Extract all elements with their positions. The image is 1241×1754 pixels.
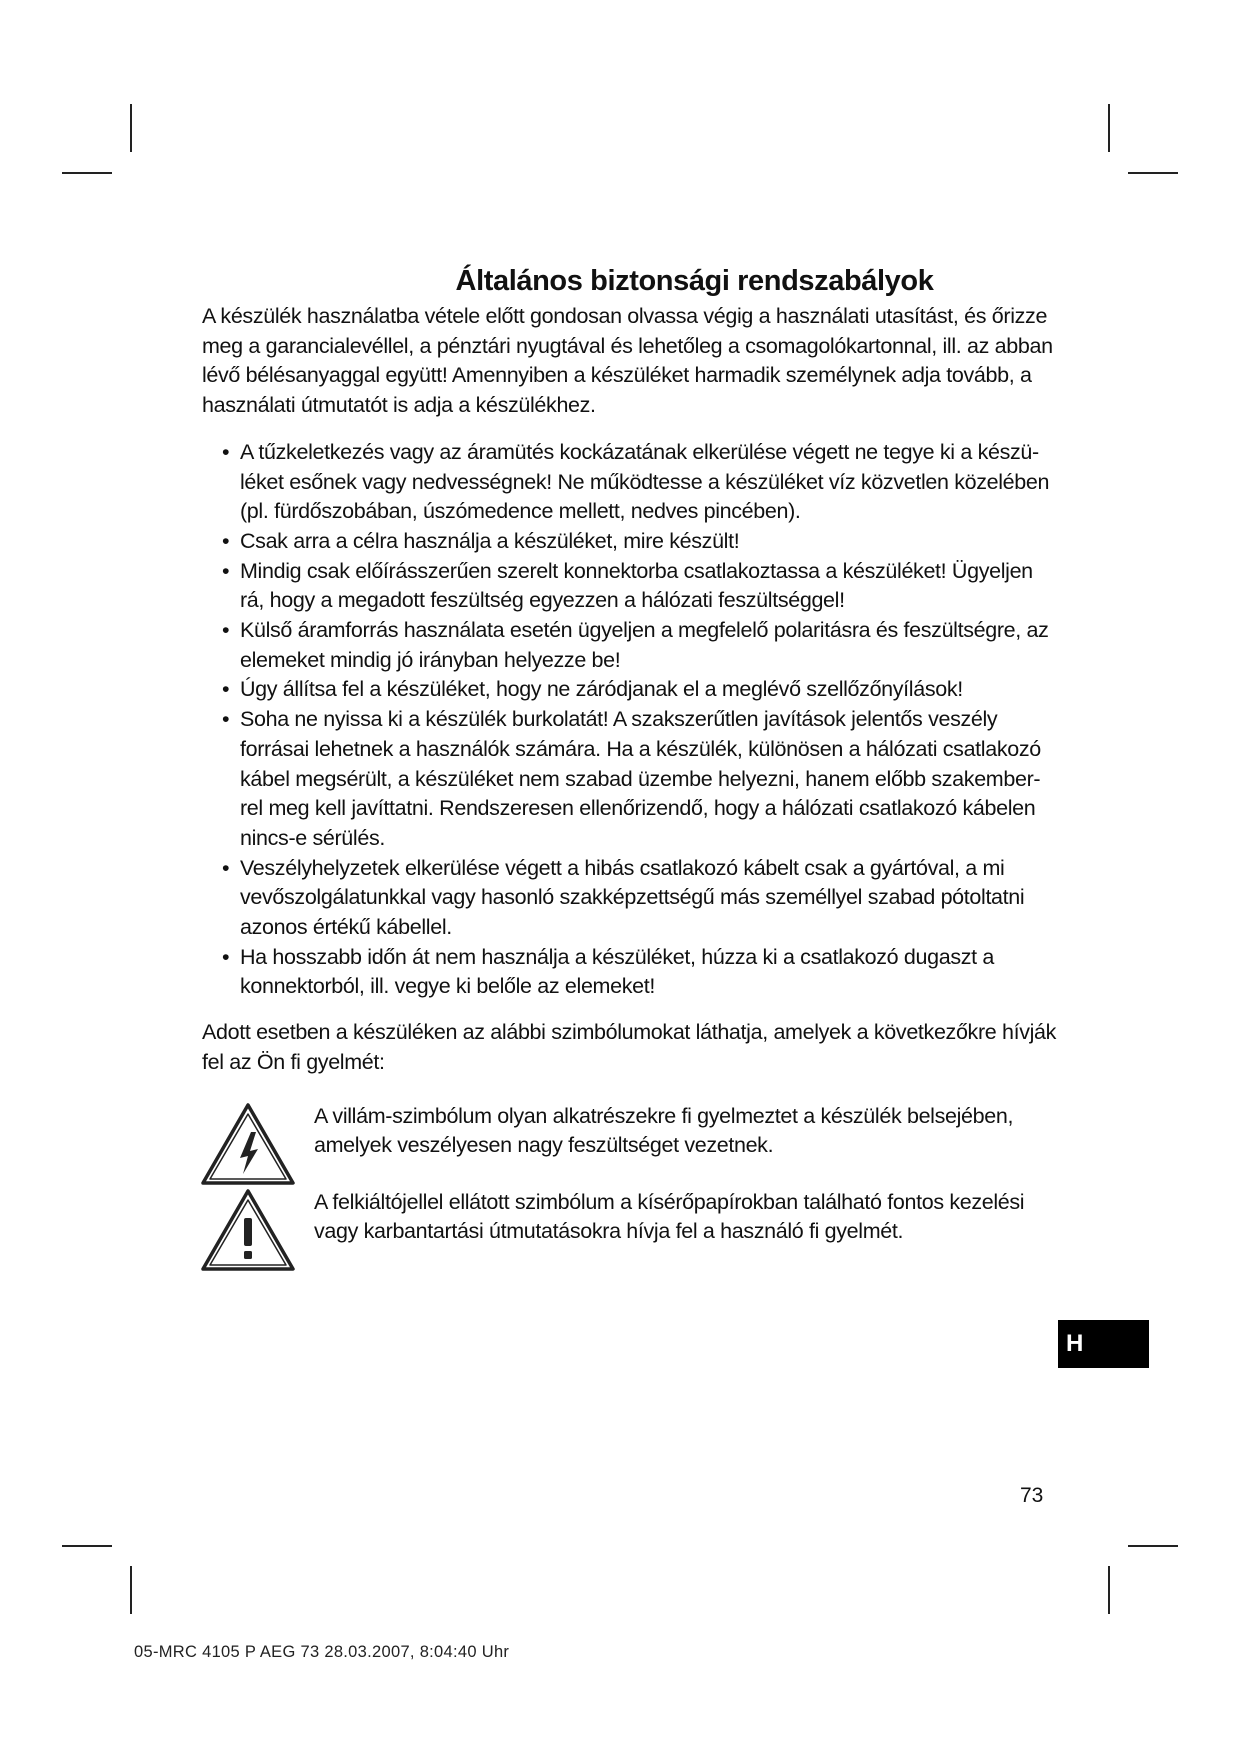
symbols-intro-paragraph: Adott esetben a készüléken az alábbi szimbólumokat láthatja, amelyek a következőkre hívják fel az Ön fi gyelmét: <box>202 1020 1057 1074</box>
crop-mark-bottom-left-horizontal <box>62 1545 112 1547</box>
page-number: 73 <box>1020 1484 1044 1507</box>
list-item: • Külső áramforrás használata esetén ügyeljen a megfelelő polaritásra és feszültségre, az elemeket mindig jó irányban helyezze be! <box>222 618 1049 672</box>
crop-mark-bottom-right-vertical <box>1108 1566 1110 1614</box>
exclamation-warning-icon <box>200 1188 296 1272</box>
lightning-symbol-description: A villám-szimbólum olyan alkatrészekre fi gyelmeztet a készülék belsejében, amelyek veszélyesen nagy feszültséget vezetnek. <box>314 1103 1014 1158</box>
bullet-icon: • <box>222 707 230 732</box>
bullet-icon: • <box>222 855 230 880</box>
symbol-list <box>202 1102 1057 1274</box>
exclamation-symbol-description: A felkiáltójellel ellátott szimbólum a kísérőpapírokban található fontos kezelési vagy karbantartási útmutatásokra hívja fel a használó fi gyelmét. <box>314 1189 1025 1244</box>
crop-mark-top-left-horizontal <box>62 172 112 174</box>
crop-mark-bottom-right-horizontal <box>1128 1545 1178 1547</box>
list-item: • Csak arra a célra használja a készüléket, mire készült! <box>202 527 1057 557</box>
crop-mark-top-left-vertical <box>130 104 132 152</box>
list-item: • Mindig csak előírásszerűen szerelt konnektorba csatlakoztassa a készüléket! Ügyeljen rá, hogy a megadott feszültség egyezzen a hálózati feszültséggel! <box>222 558 1033 613</box>
print-footer: 05-MRC 4105 P AEG 73 28.03.2007, 8:04:40 Uhr <box>134 1643 510 1661</box>
list-item: • Úgy állítsa fel a készüléket, hogy ne záródjanak el a meglévő szellőzőnyílások! <box>202 675 1057 705</box>
crop-mark-top-right-horizontal <box>1128 172 1178 174</box>
symbol-row-lightning <box>202 1102 1057 1188</box>
page-title: Általános biztonsági rendszabályok <box>455 265 934 297</box>
safety-bullet-list <box>202 438 1057 1002</box>
safety-rules-section <box>202 262 1057 1274</box>
crop-mark-top-right-vertical <box>1108 104 1110 152</box>
bullet-icon: • <box>222 944 230 969</box>
bullet-icon: • <box>222 558 230 583</box>
list-item: • A tűzkeletkezés vagy az áramütés kockázatának elkerülése végett ne tegye ki a készü-léket esőnek vagy nedvességnek! Ne működtesse a készüléket víz közvetlen közelében (pl. fürdőszobában, úszómedence mellett, nedves pincében). <box>222 439 1050 524</box>
lightning-warning-icon <box>200 1102 296 1186</box>
symbol-row-exclamation <box>202 1188 1057 1274</box>
bullet-icon: • <box>222 677 230 702</box>
bullet-icon: • <box>222 439 230 464</box>
list-item: • Soha ne nyissa ki a készülék burkolatát! A szakszerűtlen javítások jelentős veszély forrásai lehetnek a használók számára. Ha a készülék, különösen a hálózati csatlakozó kábel megsérült, a készüléket nem szabad üzembe helyezni, hanem előbb szakember-rel meg kell javíttatni. Rendszeresen ellenőrizendő, hogy a hálózati csatlakozó kábelen nincs-e sérülés. <box>222 707 1041 850</box>
list-item: • Veszélyhelyzetek elkerülése végett a hibás csatlakozó kábelt csak a gyártóval, a mi vevőszolgálatunkkal vagy hasonló szakképzettségű más személlyel szabad pótoltatni azonos értékű kábellel. <box>222 855 1025 940</box>
intro-paragraph: A készülék használatba vétele előtt gondosan olvassa végig a használati utasítást, és őrizze meg a garancialevéllel, a pénztári nyugtával és lehetőleg a csomagolókartonnal, ill. az abban lévő bélésanyaggal együtt! Amennyiben a készüléket harmadik személynek adja tovább, a használati útmutatót is adja a készülékhez. <box>202 304 1053 418</box>
bullet-icon: • <box>222 618 230 643</box>
language-tab: H <box>1058 1320 1149 1368</box>
bullet-icon: • <box>222 528 230 553</box>
crop-mark-bottom-left-vertical <box>130 1566 132 1614</box>
list-item: • Ha hosszabb időn át nem használja a készüléket, húzza ki a csatlakozó dugaszt a konnektorból, ill. vegye ki belőle az elemeket! <box>222 944 994 999</box>
